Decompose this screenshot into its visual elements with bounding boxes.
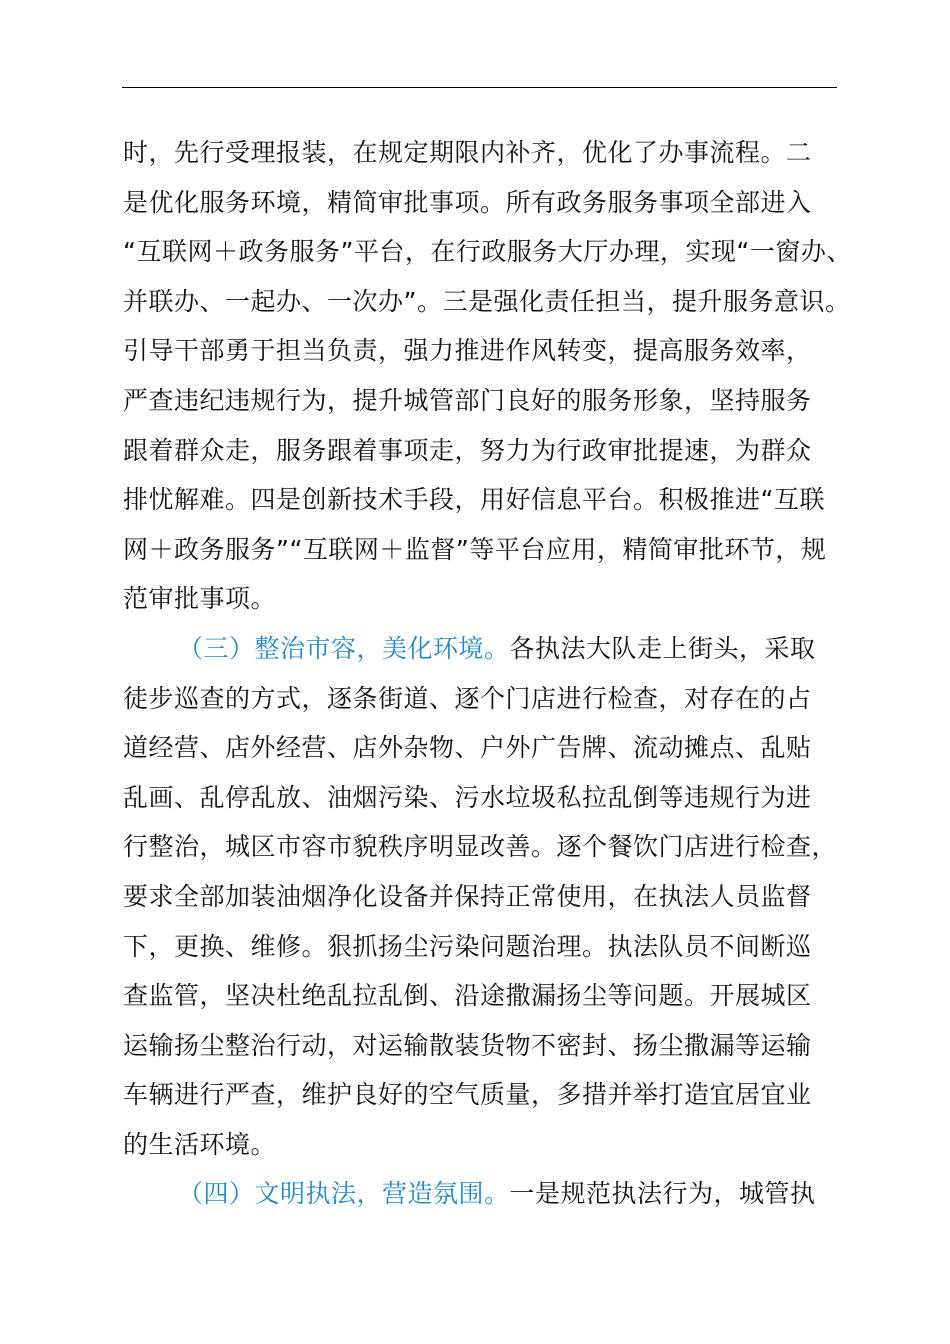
section-3-first-line xyxy=(123,624,841,674)
text-line: 是优化服务环境，精简审批事项。所有政务服务事项全部进入 xyxy=(123,187,812,217)
text-line: 要求全部加装油烟净化设备并保持正常使用，在执法人员监督 xyxy=(123,881,812,911)
text-line: 的生活环境。 xyxy=(123,1129,277,1159)
document-body xyxy=(123,128,852,1219)
text-line: 行整治，城区市容市貌秩序明显改善。逐个餐饮门店进行检查， xyxy=(123,832,838,862)
text-line: 跟着群众走，服务跟着事项走，努力为行政审批提速，为群众 xyxy=(123,435,812,465)
text-line: 车辆进行严查，维护良好的空气质量，多措并举打造宜居宜业 xyxy=(123,1080,812,1110)
section-3-first-line-text: 各执法大队走上街头，采取 xyxy=(509,633,816,663)
text-line: 时，先行受理报装，在规定期限内补齐，优化了办事流程。二 xyxy=(123,138,812,167)
paragraph-1 xyxy=(123,128,852,624)
text-line: 查监管，坚决杜绝乱拉乱倒、沿途撒漏扬尘等问题。开展城区 xyxy=(123,981,812,1011)
text-line: 徒步巡查的方式，逐条街道、逐个门店进行检查，对存在的占 xyxy=(123,683,812,713)
text-line: 排忧解难。四是创新技术手段，用好信息平台。积极推进“互联 xyxy=(123,485,825,515)
text-line: 道经营、店外经营、店外杂物、户外广告牌、流动摊点、乱贴 xyxy=(123,733,812,763)
section-4 xyxy=(123,1169,841,1219)
text-line: 引导干部勇于担当负责，强力推进作风转变，提高服务效率， xyxy=(123,336,812,366)
header-rule xyxy=(122,87,837,88)
section-4-first-line-text: 一是规范执法行为，城管执 xyxy=(509,1179,816,1209)
text-line: 运输扬尘整治行动，对运输散装货物不密封、扬尘撒漏等运输 xyxy=(123,1030,812,1060)
text-line: 范审批事项。 xyxy=(123,584,277,614)
text-line: “互联网＋政务服务”平台，在行政服务大厅办理，实现“一窗办、 xyxy=(123,237,852,267)
text-line: 网＋政务服务”“互联网＋监督”等平台应用，精简审批环节，规 xyxy=(123,534,827,564)
section-4-heading: （四）文明执法，营造氛围。 xyxy=(178,1179,510,1209)
text-line: 乱画、乱停乱放、油烟污染、污水垃圾私拉乱倒等违规行为进 xyxy=(123,782,812,812)
text-line: 并联办、一起办、一次办”。三是强化责任担当，提升服务意识。 xyxy=(123,286,851,316)
section-3 xyxy=(123,624,841,1170)
section-3-heading: （三）整治市容，美化环境。 xyxy=(178,633,510,663)
section-4-first-line xyxy=(123,1169,841,1219)
text-line: 严查违纪违规行为，提升城管部门良好的服务形象，坚持服务 xyxy=(123,385,812,415)
text-line: 下，更换、维修。狠抓扬尘污染问题治理。执法队员不间断巡 xyxy=(123,931,812,961)
